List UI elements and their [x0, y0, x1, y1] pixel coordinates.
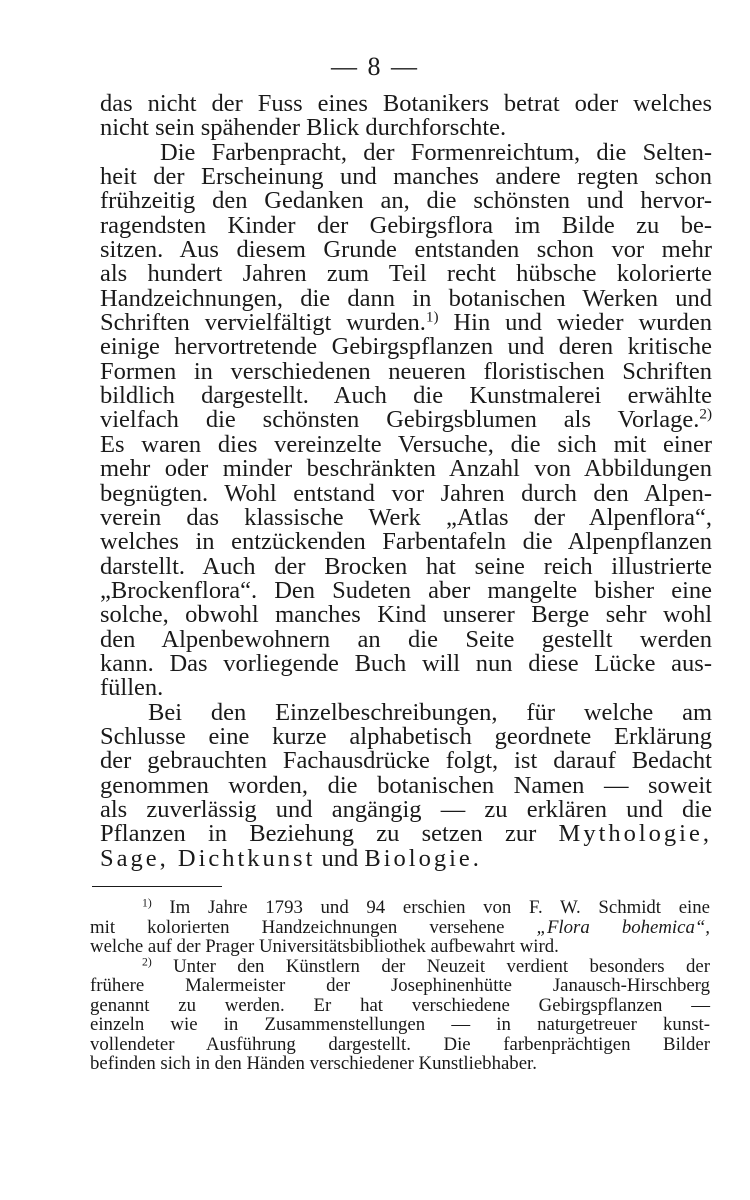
spaced-emphasis: Biologie. — [364, 844, 482, 872]
text-line: Sage, Dichtkunst und Biologie. — [100, 844, 482, 872]
text-line: vielfach die schönsten Gebirgsblumen als Vorlage.$^{2)}$ — [100, 406, 712, 434]
footnote-marker: 1) — [142, 896, 152, 910]
text-line: genommen worden, die botanischen Namen — soweit — [100, 771, 712, 799]
text-line: mehr oder minder beschränkten Anzahl von Abbildungen — [100, 455, 712, 483]
footnote-line: genannt zu werden. Er hat verschiedene Gebirgspflanzen — — [90, 994, 710, 1016]
text-line: darstellt. Auch der Brocken hat seine reich illustrierte — [100, 552, 712, 580]
text-line: als hundert Jahren zum Teil recht hübsche kolorierte — [100, 260, 712, 288]
text-line: bildlich dargestellt. Auch die Kunstmalerei erwählte — [100, 382, 712, 410]
text-line: als zuverlässig und angängig — zu erklären und die — [100, 795, 712, 823]
text-line: füllen. — [100, 674, 164, 702]
book-title: „Flora bohemica“, — [536, 916, 710, 938]
text-line: Schriften vervielfältigt wurden.$^{1)}$ Hin und wieder wurden — [100, 308, 712, 337]
spaced-emphasis: Mythologie, — [558, 820, 712, 848]
text-line: kann. Das vorliegende Buch will nun diese Lücke aus- — [100, 649, 712, 677]
footnote-marker: 2) — [142, 955, 152, 969]
text-line: welches in entzückenden Farbentafeln die Alpenpflanzen — [100, 528, 712, 556]
text-line: sitzen. Aus diesem Grunde entstanden schon vor mehr — [100, 236, 712, 264]
text-line: „Brockenflora“. Den Sudeten aber mangelte bisher eine — [100, 576, 712, 604]
page-number: — 8 — — [331, 52, 419, 81]
text-line: einige hervortretende Gebirgspflanzen und deren kritische — [100, 333, 712, 361]
text-line: Es waren dies vereinzelte Versuche, die sich mit einer — [100, 430, 712, 458]
text-line: Pflanzen in Beziehung zu setzen zur Mythologie, — [100, 820, 712, 848]
text-line: den Alpenbewohnern an die Seite gestellt werden — [100, 625, 712, 653]
footnote-ref: 2) — [699, 406, 712, 424]
footnote-divider — [92, 886, 222, 887]
text-line: begnügten. Wohl entstand vor Jahren durch den Alpen- — [100, 479, 712, 507]
text-line: Schlusse eine kurze alphabetisch geordnete Erklärung — [100, 722, 712, 750]
text-line: der gebrauchten Fachausdrücke folgt, ist darauf Bedacht — [100, 747, 712, 775]
text-line: Handzeichnungen, die dann in botanischen Werken und — [100, 284, 712, 312]
text-line: ragendsten Kinder der Gebirgsflora im Bilde zu be- — [100, 211, 712, 239]
footnote-line: einzeln wie in Zusammenstellungen — in naturgetreuer kunst- — [90, 1014, 710, 1035]
footnote-line: welche auf der Prager Universitätsbibliothek aufbewahrt wird. — [90, 936, 559, 957]
text-line: heit der Erscheinung und manches andere regten schon — [100, 163, 712, 191]
text-line: solche, obwohl manches Kind unserer Berge sehr wohl — [100, 601, 712, 629]
text-line: Bei den Einzelbeschreibungen, für welche am — [148, 698, 712, 726]
footnotes — [90, 898, 710, 1074]
text-line: Die Farbenpracht, der Formenreichtum, die Selten- — [160, 138, 712, 166]
body-text — [100, 92, 712, 871]
text-line: frühzeitig den Gedanken an, die schönsten und hervor- — [100, 187, 712, 215]
footnote-line: mit kolorierten Handzeichnungen versehene „Flora bohemica“, — [90, 916, 710, 938]
footnote-ref: 1) — [425, 308, 439, 326]
footnote-line: befinden sich in den Händen verschiedener Kunstliebhaber. — [90, 1053, 537, 1074]
footnote-line: $^{2)}$ Unter den Künstlern der Neuzeit verdient besonders der — [142, 955, 710, 977]
footnote-line: $^{1)}$ Im Jahre 1793 und 94 erschien von F. W. Schmidt eine — [142, 896, 710, 918]
text-line: verein das klassische Werk „Atlas der Alpenflora“, — [100, 503, 712, 531]
text-line: Formen in verschiedenen neueren floristischen Schriften — [100, 357, 712, 385]
text-line: das nicht der Fuss eines Botanikers betrat oder welches — [100, 90, 712, 117]
footnote-line: frühere Malermeister der Josephinenhütte Janausch-Hirschberg — [90, 975, 710, 996]
text-line: nicht sein spähender Blick durchforschte. — [100, 114, 507, 142]
footnote-line: vollendeter Ausführung dargestellt. Die farbenprächtigen Bilder — [90, 1033, 710, 1055]
spaced-emphasis: Sage, Dichtkunst — [100, 844, 316, 872]
